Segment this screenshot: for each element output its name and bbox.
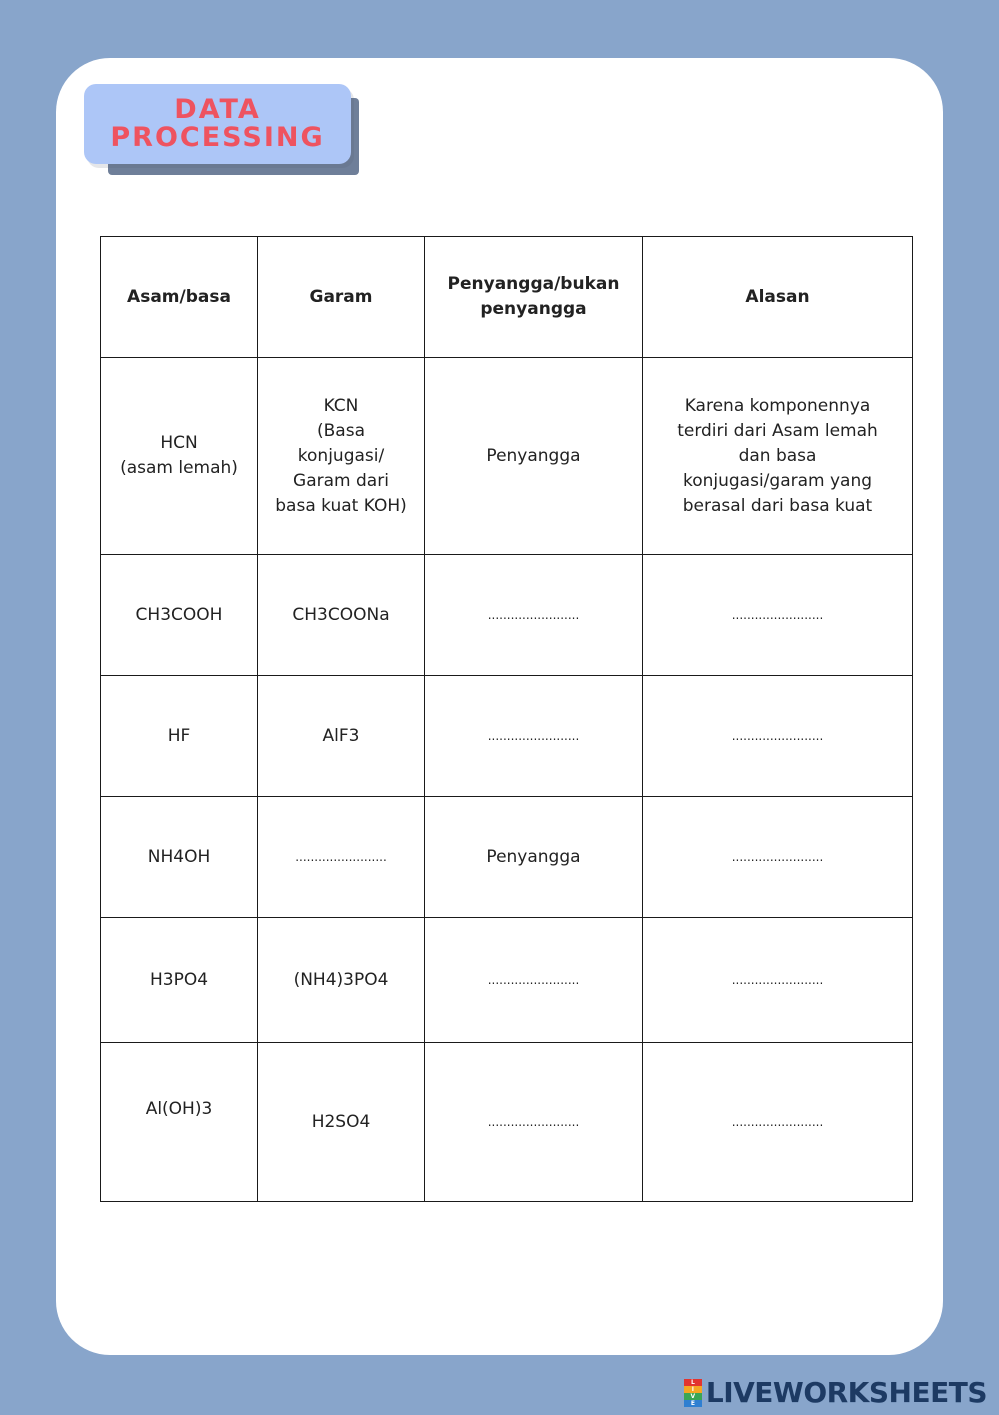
cell-acid: HF <box>101 676 258 797</box>
title-line-2: PROCESSING <box>110 122 325 153</box>
cell-reason-blank[interactable]: ........................ <box>643 797 913 918</box>
cell-buffer-blank[interactable]: ........................ <box>425 676 643 797</box>
table-row <box>101 918 913 1043</box>
cell-acid: NH4OH <box>101 797 258 918</box>
cell-reason-blank[interactable]: ........................ <box>643 1043 913 1202</box>
cell-buffer-blank[interactable]: ........................ <box>425 918 643 1043</box>
header-penyangga: Penyangga/bukan penyangga <box>425 237 643 358</box>
table-row <box>101 555 913 676</box>
cell-salt-blank[interactable]: ........................ <box>258 797 425 918</box>
cell-salt: H2SO4 <box>258 1043 425 1202</box>
header-row <box>101 237 913 358</box>
cell-reason-blank[interactable]: ........................ <box>643 555 913 676</box>
cell-reason-blank[interactable]: ........................ <box>643 676 913 797</box>
cell-acid: Al(OH)3 <box>101 1043 258 1202</box>
cell-acid: CH3COOH <box>101 555 258 676</box>
header-asam-basa: Asam/basa <box>101 237 258 358</box>
table-row <box>101 1043 913 1202</box>
cell-buffer-blank[interactable]: ........................ <box>425 555 643 676</box>
cell-acid: H3PO4 <box>101 918 258 1043</box>
table-row <box>101 676 913 797</box>
cell-buffer: Penyangga <box>425 358 643 555</box>
cell-acid: HCN (asam lemah) <box>101 358 258 555</box>
table-row <box>101 358 913 555</box>
title-banner <box>84 84 351 164</box>
data-table <box>100 236 913 1202</box>
cell-salt: AlF3 <box>258 676 425 797</box>
live-mark-icon: L I V E <box>684 1379 702 1405</box>
cell-salt: (NH4)3PO4 <box>258 918 425 1043</box>
cell-buffer-blank[interactable]: ........................ <box>425 1043 643 1202</box>
cell-reason: Karena komponennya terdiri dari Asam lemah dan basa konjugasi/garam yang berasal dari basa kuat <box>643 358 913 555</box>
cell-salt: KCN (Basa konjugasi/ Garam dari basa kuat KOH) <box>258 358 425 555</box>
table-row <box>101 797 913 918</box>
title-line-1: DATA <box>174 94 261 125</box>
liveworksheets-logo[interactable] <box>684 1375 987 1409</box>
header-alasan: Alasan <box>643 237 913 358</box>
cell-salt: CH3COONa <box>258 555 425 676</box>
cell-reason-blank[interactable]: ........................ <box>643 918 913 1043</box>
header-garam: Garam <box>258 237 425 358</box>
brand-text: LIVEWORKSHEETS <box>705 1375 987 1409</box>
cell-buffer: Penyangga <box>425 797 643 918</box>
